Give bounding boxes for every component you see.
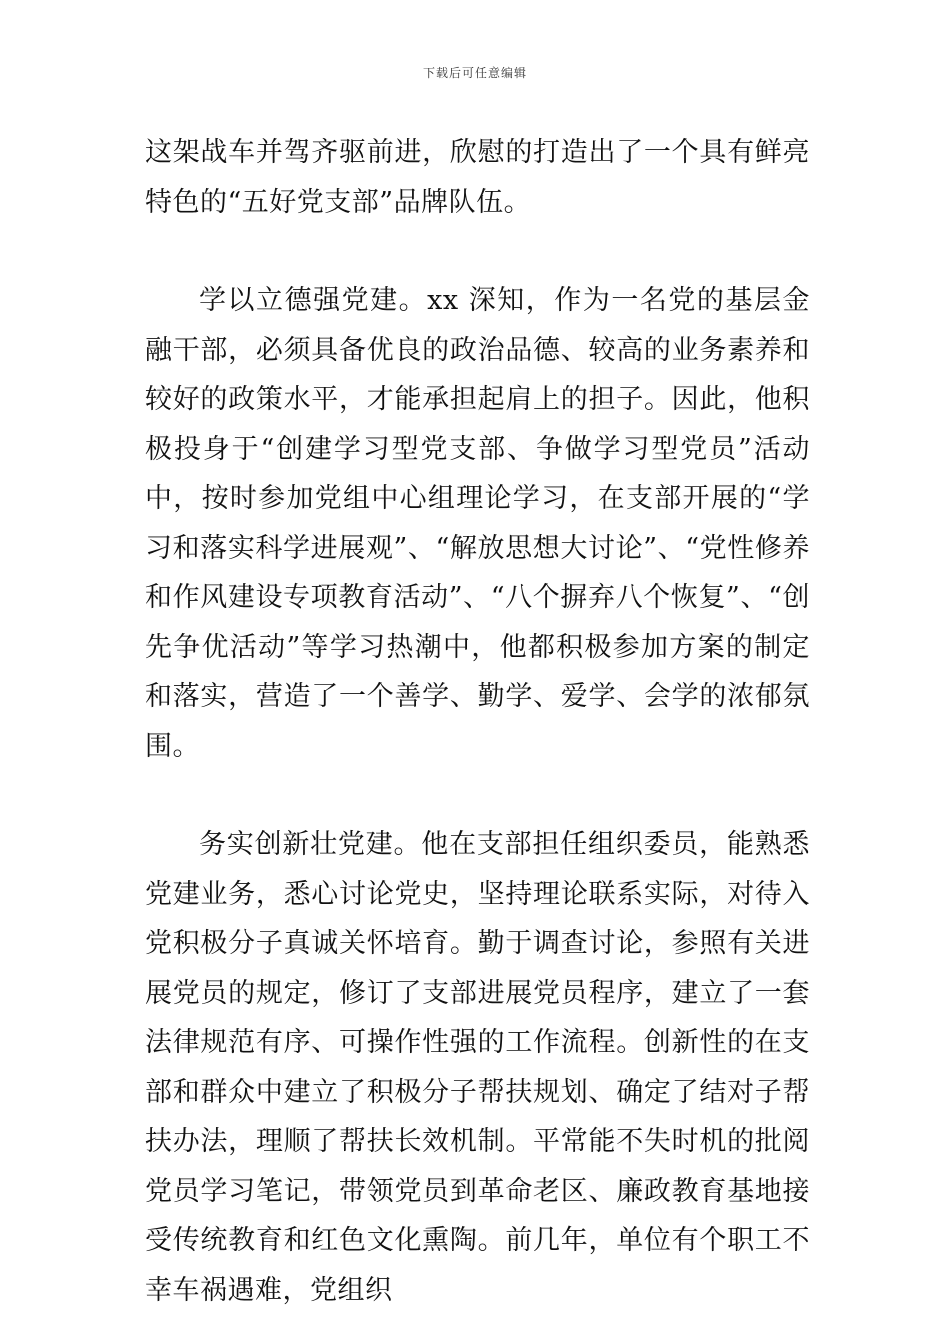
paragraph-gap (145, 227, 810, 276)
document-body (145, 128, 810, 1315)
page-header: 下载后可任意编辑 (422, 66, 527, 80)
paragraph-study-morality: 学以立德强党建。xx 深知，作为一名党的基层金融干部，必须具备优良的政治品德、较高的业务素养和较好的政策水平，才能承担起肩上的担子。因此，他积极投身于“创建学习型党支部、争做学习型党员”活动中，按时参加党组中心组理论学习，在支部开展的“学习和落实科学进展观”、“解放思想大讨论”、“党性修养和作风建设专项教育活动”、“八个摒弃八个恢复”、“创先争优活动”等学习热潮中，他都积极参加方案的制定和落实，营造了一个善学、勤学、爱学、会学的浓郁氛围。 (145, 285, 810, 762)
paragraph-continuation: 这架战车并驾齐驱前进，欣慰的打造出了一个具有鲜亮特色的“五好党支部”品牌队伍。 (145, 137, 810, 218)
paragraph-gap (145, 771, 810, 820)
paragraph-practical-innovation: 务实创新壮党建。他在支部担任组织委员，能熟悉党建业务，悉心讨论党史，坚持理论联系实际，对待入党积极分子真诚关怀培育。勤于调查讨论，参照有关进展党员的规定，修订了支部进展党员程序，建立了一套法律规范有序、可操作性强的工作流程。创新性的在支部和群众中建立了积极分子帮扶规划、确定了结对子帮扶办法，理顺了帮扶长效机制。平常能不失时机的批阅党员学习笔记，带领党员到革命老区、廉政教育基地接受传统教育和红色文化熏陶。前几年，单位有个职工不幸车祸遇难，党组织 (145, 829, 810, 1306)
